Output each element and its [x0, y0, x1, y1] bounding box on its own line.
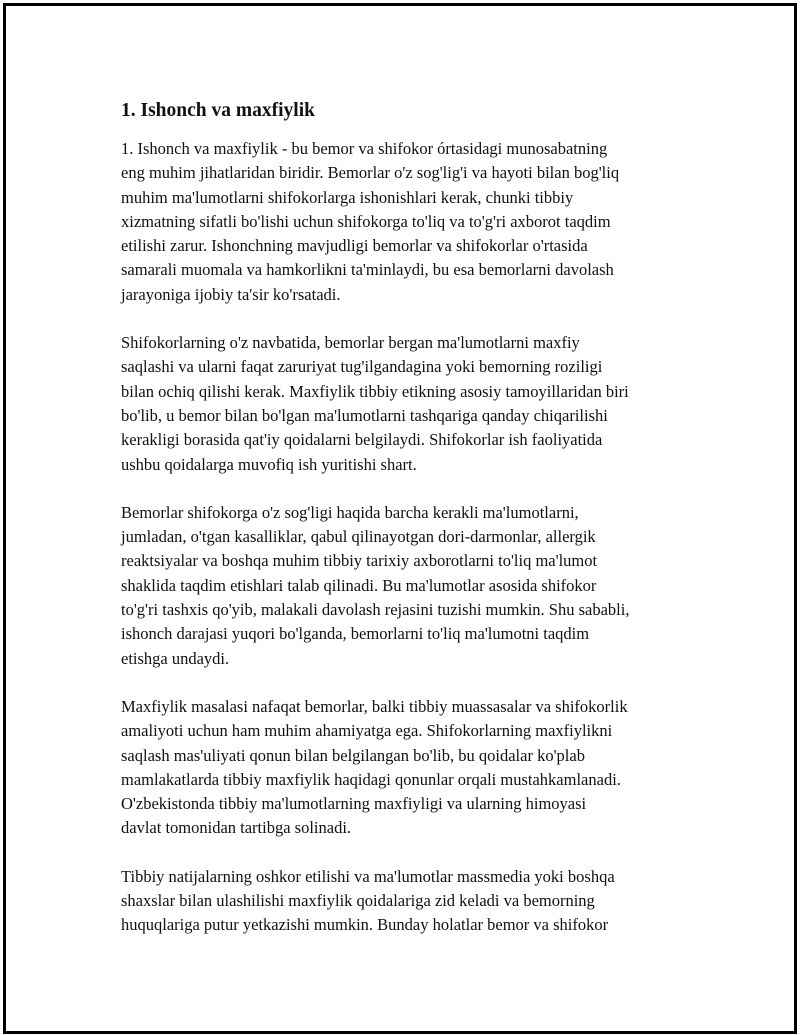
paragraph-1: 1. Ishonch va maxfiylik - bu bemor va shifokor órtasidagi munosabatning eng muhim jihatlaridan biridir. Bemorlar o'z sog'lig'i va hayoti bilan bog'liq muhim ma'lumotlarni shifokorlarga ishonishlari kerak, chunki tibbiy xizmatning sifatli bo'lishi uchun shifokorga to'liq va to'g'ri axborot taqdim etilishi zarur. Ishonchning mavjudligi bemorlar va shifokorlar o'rtasida samarali muomala va hamkorlikni ta'minlaydi, bu esa bemorlarni davolash jarayoniga ijobiy ta'sir ko'rsatadi.	[121, 139, 620, 304]
paragraph-2: Shifokorlarning o'z navbatida, bemorlar bergan ma'lumotlarni maxfiy saqlashi va ularni faqat zaruriyat tug'ilgandagina yoki bemorning roziligi bilan ochiq qilishi kerak. Maxfiylik tibbiy etikning asosiy tamoyillaridan biri bo'lib, u bemor bilan bo'lgan ma'lumotlarni tashqariga qanday chiqarilishi kerakligi borasida qat'iy qoidalarni belgilaydi. Shifokorlar ish faoliyatida ushbu qoidalarga muvofiq ish yuritishi shart.	[121, 333, 629, 474]
paragraph-5: Tibbiy natijalarning oshkor etilishi va ma'lumotlar massmedia yoki boshqa shaxslar bilan ulashilishi maxfiylik qoidalariga zid keladi va bemorning huquqlariga putur yetkazishi mumkin. Bunday holatlar bemor va shifokor	[121, 866, 615, 935]
paragraph-4: Maxfiylik masalasi nafaqat bemorlar, balki tibbiy muassasalar va shifokorlik amaliyoti uchun ham muhim ahamiyatga ega. Shifokorlarning maxfiylikni saqlash mas'uliyati qonun bilan belgilangan bo'lib, bu qoidalar ko'plab mamlakatlarda tibbiy maxfiylik haqidagi qonunlar orqali mustahkamlanadi. O'zbekistonda tibbiy ma'lumotlarning maxfiyligi va ularning himoyasi davlat tomonidan tartibga solinadi.	[121, 696, 628, 838]
paragraph-3: Bemorlar shifokorga o'z sog'ligi haqida barcha kerakli ma'lumotlarni, jumladan, o'tgan kasalliklar, qabul qilinayotgan dori-darmonlar, allergik reaktsiyalar va boshqa muhim tibbiy tarixiy axborotlarni to'liq ma'lumot shaklida taqdim etishlari talab qilinadi. Bu ma'lumotlar asosida shifokor to'g'ri tashxis qo'yib, malakali davolash rejasini tuzishi mumkin. Shu sababli, ishonch darajasi yuqori bo'lganda, bemorlarni to'liq ma'lumotni taqdim etishga undaydi.	[121, 502, 630, 668]
page-frame	[3, 3, 797, 1034]
section-heading: 1. Ishonch va maxfiylik	[121, 100, 315, 121]
document-body	[121, 98, 701, 962]
